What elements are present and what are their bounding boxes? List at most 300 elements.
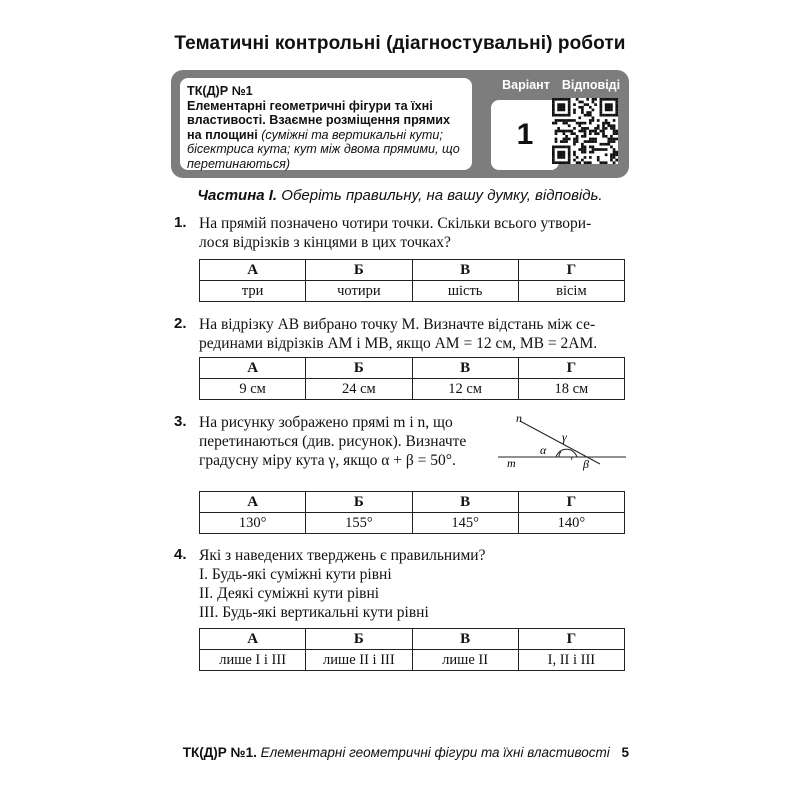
label-alpha: α	[540, 443, 547, 457]
qr-module	[552, 106, 555, 109]
qr-module	[568, 153, 571, 156]
qr-module	[615, 98, 618, 101]
qr-module	[602, 127, 605, 130]
qr-module	[594, 132, 597, 135]
qr-module	[594, 148, 597, 151]
answer-header-b: Б	[306, 260, 412, 281]
qr-module	[560, 109, 563, 112]
qr-module	[570, 132, 573, 135]
part-instruction: Оберіть правильну, на вашу думку, відповідь.	[281, 187, 603, 204]
answer-option-b[interactable]: 24 см	[306, 379, 412, 400]
answer-header-v: В	[412, 358, 518, 379]
answer-header-a: А	[200, 260, 306, 281]
question-3-text	[199, 413, 466, 470]
label-gamma: γ	[562, 430, 567, 444]
qr-module	[573, 151, 576, 154]
qr-module	[592, 130, 595, 133]
qr-module	[605, 122, 608, 125]
qr-module	[610, 135, 613, 138]
qr-module	[597, 159, 600, 162]
answer-option-v[interactable]: 145°	[412, 513, 518, 534]
answer-header-v: В	[412, 492, 518, 513]
qr-module	[560, 151, 563, 154]
qr-module	[563, 119, 566, 122]
qr-module	[581, 135, 584, 138]
qr-module	[589, 106, 592, 109]
qr-module	[573, 140, 576, 143]
qr-module	[563, 114, 566, 117]
answer-header-g: Г	[518, 358, 624, 379]
qr-module	[581, 106, 584, 109]
qr-module	[555, 140, 558, 143]
question-1-line-2: лося відрізків з кінцями в цих точках?	[199, 234, 451, 251]
qr-module	[607, 140, 610, 143]
question-3-line-2: перетинаються (див. рисунок). Визначте	[199, 433, 467, 450]
qr-module	[581, 151, 584, 154]
qr-module	[557, 127, 560, 130]
qr-module	[563, 106, 566, 109]
qr-module	[610, 156, 613, 159]
qr-module	[613, 132, 616, 135]
qr-module	[563, 138, 566, 141]
qr-module	[555, 114, 558, 117]
qr-module	[610, 103, 613, 106]
qr-module	[607, 106, 610, 109]
answer-option-b[interactable]: лише II і III	[306, 650, 412, 671]
qr-module	[581, 130, 584, 133]
qr-module	[613, 151, 616, 154]
label-m: m	[507, 456, 516, 470]
qr-module	[615, 130, 618, 133]
qr-module	[600, 148, 603, 151]
qr-module	[557, 103, 560, 106]
qr-module	[592, 109, 595, 112]
qr-module	[605, 127, 608, 130]
qr-module	[605, 143, 608, 146]
qr-module	[557, 153, 560, 156]
qr-module	[586, 114, 589, 117]
qr-module	[563, 132, 566, 135]
qr-module	[602, 98, 605, 101]
qr-module	[589, 132, 592, 135]
answer-option-v[interactable]: лише II	[412, 650, 518, 671]
qr-module	[605, 98, 608, 101]
qr-module	[613, 130, 616, 133]
qr-module	[615, 103, 618, 106]
qr-module	[565, 114, 568, 117]
qr-module	[552, 101, 555, 104]
qr-module	[605, 148, 608, 151]
question-4-statement-3: III. Будь-які вертикальні кути рівні	[199, 604, 429, 621]
qr-module	[589, 156, 592, 159]
qr-module	[552, 111, 555, 114]
qr-module	[565, 138, 568, 141]
qr-module	[600, 111, 603, 114]
qr-module	[552, 153, 555, 156]
variant-number: 1	[491, 100, 559, 170]
qr-module	[584, 156, 587, 159]
qr-module	[594, 140, 597, 143]
qr-module	[581, 159, 584, 162]
qr-module	[615, 109, 618, 112]
question-4-statement-2: II. Деякі суміжні кути рівні	[199, 585, 380, 602]
qr-module	[600, 109, 603, 112]
qr-module	[586, 98, 589, 101]
qr-module	[615, 106, 618, 109]
question-2-number: 2.	[174, 315, 187, 332]
qr-module	[589, 140, 592, 143]
qr-module	[600, 114, 603, 117]
qr-module	[560, 153, 563, 156]
qr-module	[605, 119, 608, 122]
qr-module	[568, 146, 571, 149]
qr-module	[615, 101, 618, 104]
qr-module	[552, 151, 555, 154]
answer-header-g: Г	[518, 492, 624, 513]
qr-module	[560, 156, 563, 159]
qr-module	[589, 119, 592, 122]
qr-module	[615, 138, 618, 141]
qr-module	[584, 103, 587, 106]
qr-module	[613, 153, 616, 156]
answer-header-g: Г	[518, 629, 624, 650]
qr-module	[573, 143, 576, 146]
qr-module	[613, 140, 616, 143]
qr-module	[584, 122, 587, 125]
qr-module	[581, 111, 584, 114]
qr-module	[610, 138, 613, 141]
qr-module	[600, 130, 603, 133]
qr-module	[584, 146, 587, 149]
qr-module	[615, 132, 618, 135]
question-4-number: 4.	[174, 546, 187, 563]
qr-module	[573, 103, 576, 106]
label-beta: β	[583, 457, 589, 471]
page-title: Тематичні контрольні (діагностувальні) роботи	[174, 33, 626, 54]
qr-module	[597, 156, 600, 159]
qr-module	[578, 116, 581, 119]
question-2-line-2: рединами відрізків AM і MB, якщо AM = 12 см, MB = 2AM.	[199, 335, 598, 352]
qr-module	[592, 119, 595, 122]
answer-option-g[interactable]: вісім	[518, 281, 624, 302]
qr-module	[560, 106, 563, 109]
qr-module	[607, 114, 610, 117]
qr-module	[589, 146, 592, 149]
qr-module	[573, 153, 576, 156]
qr-module	[602, 132, 605, 135]
qr-module	[607, 98, 610, 101]
qr-module	[600, 101, 603, 104]
qr-module	[563, 103, 566, 106]
qr-module	[589, 122, 592, 125]
qr-module	[557, 109, 560, 112]
qr-module	[573, 138, 576, 141]
qr-module	[555, 146, 558, 149]
answers-qr-code[interactable]	[552, 98, 618, 164]
qr-module	[557, 161, 560, 164]
qr-module	[592, 101, 595, 104]
qr-module	[568, 161, 571, 164]
qr-module	[573, 111, 576, 114]
qr-module	[557, 130, 560, 133]
qr-module	[613, 138, 616, 141]
qr-module	[615, 151, 618, 154]
qr-module	[573, 119, 576, 122]
qr-module	[610, 124, 613, 127]
qr-module	[563, 146, 566, 149]
qr-module	[615, 153, 618, 156]
qr-module	[552, 98, 555, 101]
qr-module	[607, 124, 610, 127]
qr-module	[565, 98, 568, 101]
qr-module	[613, 127, 616, 130]
qr-module	[560, 98, 563, 101]
qr-module	[586, 161, 589, 164]
qr-module	[613, 148, 616, 151]
qr-module	[613, 119, 616, 122]
qr-module	[578, 130, 581, 133]
qr-module	[605, 114, 608, 117]
qr-module	[555, 98, 558, 101]
qr-module	[584, 135, 587, 138]
answer-option-a[interactable]: 9 см	[200, 379, 306, 400]
qr-module	[615, 114, 618, 117]
question-1-line-1: На прямій позначено чотири точки. Скільки всього утвори-	[199, 215, 592, 232]
qr-module	[560, 161, 563, 164]
qr-module	[570, 119, 573, 122]
qr-module	[592, 140, 595, 143]
answer-option-g[interactable]: I, II і III	[518, 650, 624, 671]
qr-module	[576, 98, 579, 101]
qr-module	[568, 138, 571, 141]
qr-module	[610, 106, 613, 109]
question-1-text	[199, 214, 591, 252]
answer-option-a[interactable]: три	[200, 281, 306, 302]
qr-module	[584, 148, 587, 151]
qr-module	[600, 103, 603, 106]
qr-module	[600, 106, 603, 109]
qr-module	[594, 103, 597, 106]
qr-module	[565, 140, 568, 143]
answer-option-b[interactable]: чотири	[306, 281, 412, 302]
qr-module	[552, 159, 555, 162]
qr-module	[592, 98, 595, 101]
qr-module	[597, 148, 600, 151]
qr-module	[592, 138, 595, 141]
answer-option-a[interactable]: лише I і III	[200, 650, 306, 671]
answer-header-v: В	[412, 260, 518, 281]
qr-module	[576, 138, 579, 141]
page-number: 5	[621, 745, 629, 760]
qr-module	[584, 161, 587, 164]
topic-subtitle: (суміжні та вертикальні кути; бісектриса кута; кут між двома прямими, що перетинаються)	[187, 127, 460, 171]
qr-module	[560, 130, 563, 133]
qr-module	[597, 119, 600, 122]
answer-option-g[interactable]: 140°	[518, 513, 624, 534]
qr-module	[581, 127, 584, 130]
answer-header-a: А	[200, 358, 306, 379]
qr-module	[565, 146, 568, 149]
qr-module	[613, 124, 616, 127]
qr-module	[613, 114, 616, 117]
question-2-text	[199, 315, 597, 353]
qr-module	[584, 114, 587, 117]
qr-module	[565, 161, 568, 164]
qr-module	[592, 151, 595, 154]
qr-module	[560, 103, 563, 106]
qr-module	[557, 119, 560, 122]
qr-module	[568, 101, 571, 104]
qr-module	[568, 148, 571, 151]
qr-module	[557, 146, 560, 149]
qr-module	[568, 119, 571, 122]
qr-module	[607, 122, 610, 125]
qr-code-icon	[552, 98, 618, 164]
qr-module	[568, 106, 571, 109]
qr-module	[597, 124, 600, 127]
qr-module	[552, 148, 555, 151]
answer-option-v[interactable]: 12 см	[412, 379, 518, 400]
qr-module	[605, 153, 608, 156]
qr-module	[597, 132, 600, 135]
qr-module	[581, 109, 584, 112]
qr-module	[560, 140, 563, 143]
qr-module	[552, 156, 555, 159]
qr-module	[615, 111, 618, 114]
qr-module	[607, 143, 610, 146]
qr-module	[552, 122, 555, 125]
qr-module	[581, 143, 584, 146]
qr-module	[565, 130, 568, 133]
answer-header-a: А	[200, 492, 306, 513]
qr-module	[578, 101, 581, 104]
question-3-number: 3.	[174, 413, 187, 430]
qr-module	[568, 114, 571, 117]
qr-module	[602, 135, 605, 138]
qr-module	[563, 122, 566, 125]
qr-module	[602, 148, 605, 151]
qr-module	[584, 130, 587, 133]
answers-label: Відповіді	[561, 78, 621, 92]
qr-module	[568, 159, 571, 162]
qr-module	[578, 106, 581, 109]
answer-header-g: Г	[518, 260, 624, 281]
qr-module	[594, 127, 597, 130]
qr-module	[578, 148, 581, 151]
answer-option-g[interactable]: 18 см	[518, 379, 624, 400]
qr-module	[568, 124, 571, 127]
question-3-answers	[199, 491, 625, 534]
qr-module	[610, 146, 613, 149]
variant-label: Варіант	[502, 78, 550, 92]
qr-module	[565, 122, 568, 125]
question-1-answers	[199, 259, 625, 302]
qr-module	[576, 156, 579, 159]
answer-option-b[interactable]: 155°	[306, 513, 412, 534]
qr-module	[563, 98, 566, 101]
question-1-number: 1.	[174, 214, 187, 231]
qr-module	[600, 98, 603, 101]
part-label: Частина І.	[197, 187, 278, 204]
qr-module	[552, 161, 555, 164]
qr-module	[594, 130, 597, 133]
question-4-statement-1: I. Будь-які суміжні кути рівні	[199, 566, 392, 583]
qr-module	[557, 151, 560, 154]
qr-module	[581, 101, 584, 104]
qr-module	[607, 138, 610, 141]
qr-module	[557, 98, 560, 101]
qr-module	[568, 130, 571, 133]
qr-module	[602, 122, 605, 125]
qr-module	[584, 140, 587, 143]
qr-module	[584, 127, 587, 130]
qr-module	[602, 124, 605, 127]
angle-alpha-arc	[559, 452, 561, 457]
qr-module	[552, 109, 555, 112]
qr-module	[605, 135, 608, 138]
answer-option-v[interactable]: шість	[412, 281, 518, 302]
qr-module	[600, 143, 603, 146]
qr-module	[610, 109, 613, 112]
qr-module	[613, 156, 616, 159]
question-3-line-3: градусну міру кута γ, якщо α + β = 50°.	[199, 452, 456, 469]
footer-code: ТК(Д)Р №1.	[182, 745, 257, 760]
qr-module	[586, 140, 589, 143]
qr-module	[586, 103, 589, 106]
qr-module	[581, 122, 584, 125]
answer-header-b: Б	[306, 629, 412, 650]
question-4-text	[199, 546, 486, 622]
qr-module	[602, 114, 605, 117]
qr-module	[610, 153, 613, 156]
qr-module	[589, 151, 592, 154]
qr-module	[586, 111, 589, 114]
intersecting-lines-figure	[498, 412, 628, 474]
label-n: n	[516, 412, 522, 425]
qr-module	[605, 109, 608, 112]
qr-module	[584, 151, 587, 154]
answer-header-a: А	[200, 629, 306, 650]
qr-module	[607, 109, 610, 112]
question-3-line-1: На рисунку зображено прямі m і n, що	[199, 414, 453, 431]
test-code: ТК(Д)Р №1	[187, 84, 253, 98]
qr-module	[584, 132, 587, 135]
qr-module	[589, 138, 592, 141]
qr-module	[568, 111, 571, 114]
question-2-line-1: На відрізку AB вибрано точку M. Визначте відстань між се-	[199, 316, 596, 333]
qr-module	[570, 130, 573, 133]
answer-header-v: В	[412, 629, 518, 650]
qr-module	[600, 161, 603, 164]
qr-module	[578, 161, 581, 164]
answer-header-b: Б	[306, 358, 412, 379]
qr-module	[607, 103, 610, 106]
qr-module	[557, 156, 560, 159]
qr-module	[563, 151, 566, 154]
qr-module	[563, 153, 566, 156]
answer-header-b: Б	[306, 492, 412, 513]
qr-module	[597, 127, 600, 130]
qr-module	[613, 161, 616, 164]
topic-box	[180, 78, 472, 170]
qr-module	[602, 161, 605, 164]
qr-module	[565, 119, 568, 122]
qr-module	[560, 146, 563, 149]
qr-module	[578, 122, 581, 125]
qr-module	[576, 135, 579, 138]
answer-option-a[interactable]: 130°	[200, 513, 306, 534]
qr-module	[555, 161, 558, 164]
